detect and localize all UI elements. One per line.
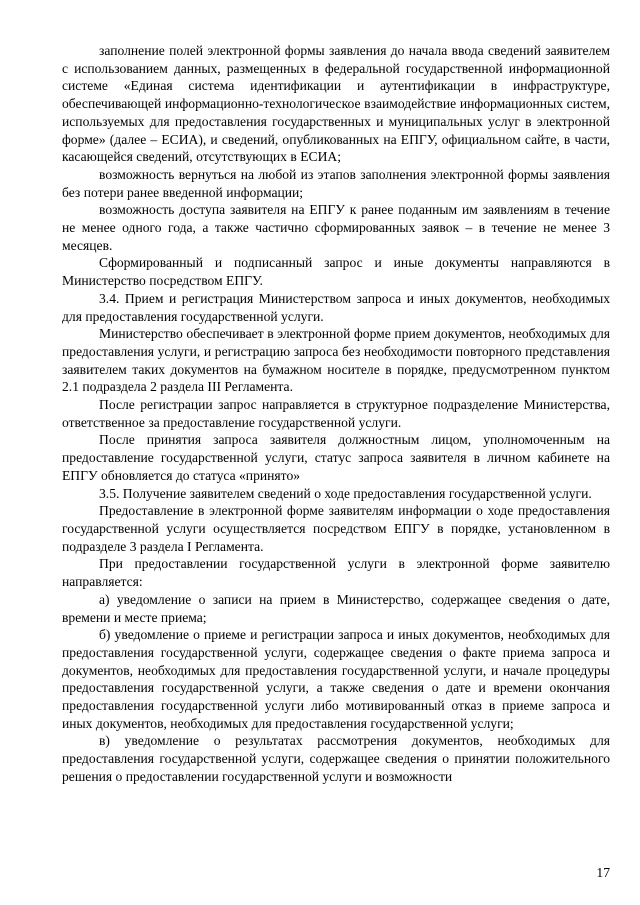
- paragraph: При предоставлении государственной услуги в электронной форме заявителю направляется:: [62, 556, 610, 590]
- list-item: б) уведомление о приеме и регистрации запроса и иных документов, необходимых для предоставления государственной услуги, содержащее сведения о факте приема запроса и документов, необходимых для предоставления государственной услуги, и начале процедуры предоставления государственной услуги, а также сведения о дате и времени окончания предоставления государственной услуги либо мотивированный отказ в приеме запроса и иных документов, необходимых для предоставления государственной услуги;: [62, 627, 610, 731]
- section-heading: 3.4. Прием и регистрация Министерством запроса и иных документов, необходимых для предоставления государственной услуги.: [62, 290, 610, 324]
- paragraph: заполнение полей электронной формы заявления до начала ввода сведений заявителем с использованием данных, размещенных в федеральной государственной информационной системе «Единая система идентификации и аутентификации в инфраструктуре, обеспечивающей информационно-технологическое взаимодействие информационных систем, используемых для предоставления государственных и муниципальных услуг в электронной форме» (далее – ЕСИА), и сведений, опубликованных на ЕПГУ, официальном сайте, в части, касающейся сведений, отсутствующих в ЕСИА;: [62, 43, 610, 165]
- paragraph: Сформированный и подписанный запрос и иные документы направляются в Министерство посредством ЕПГУ.: [62, 255, 610, 289]
- list-item: а) уведомление о записи на прием в Министерство, содержащее сведения о дате, времени и месте приема;: [62, 591, 610, 625]
- page-number: 17: [596, 865, 610, 880]
- paragraph: возможность вернуться на любой из этапов заполнения электронной формы заявления без потери ранее введенной информации;: [62, 166, 610, 200]
- paragraph: После регистрации запрос направляется в структурное подразделение Министерства, ответственное за предоставление государственной услуги.: [62, 397, 610, 430]
- list-item: в) уведомление о результатах рассмотрения документов, необходимых для предоставления государственной услуги, содержащее сведения о принятии положительного решения о предоставлении государственной услуги и возможности: [62, 733, 610, 784]
- paragraph: Предоставление в электронной форме заявителям информации о ходе предоставления государственной услуги осуществляется посредством ЕПГУ в порядке, установленном в подразделе 3 раздела I Регламента.: [62, 503, 610, 554]
- paragraph: Министерство обеспечивает в электронной форме прием документов, необходимых для предоставления услуги, и регистрацию запроса без необходимости повторного представления заявителем таких документов на бумажном носителе в порядке, предусмотренном пунктом 2.1 подраздела 2 раздела III Регламента.: [62, 326, 610, 395]
- section-heading: 3.5. Получение заявителем сведений о ходе предоставления государственной услуги.: [99, 485, 592, 501]
- paragraph: После принятия запроса заявителя должностным лицом, уполномоченным на предоставление государственной услуги, статус запроса заявителя в личном кабинете на ЕПГУ обновляется до статуса «принято»: [62, 432, 610, 483]
- document-body: [62, 42, 610, 786]
- paragraph: возможность доступа заявителя на ЕПГУ к ранее поданным им заявлениям в течение не менее одного года, а также частично сформированных заявок – в течение не менее 3 месяцев.: [62, 202, 610, 253]
